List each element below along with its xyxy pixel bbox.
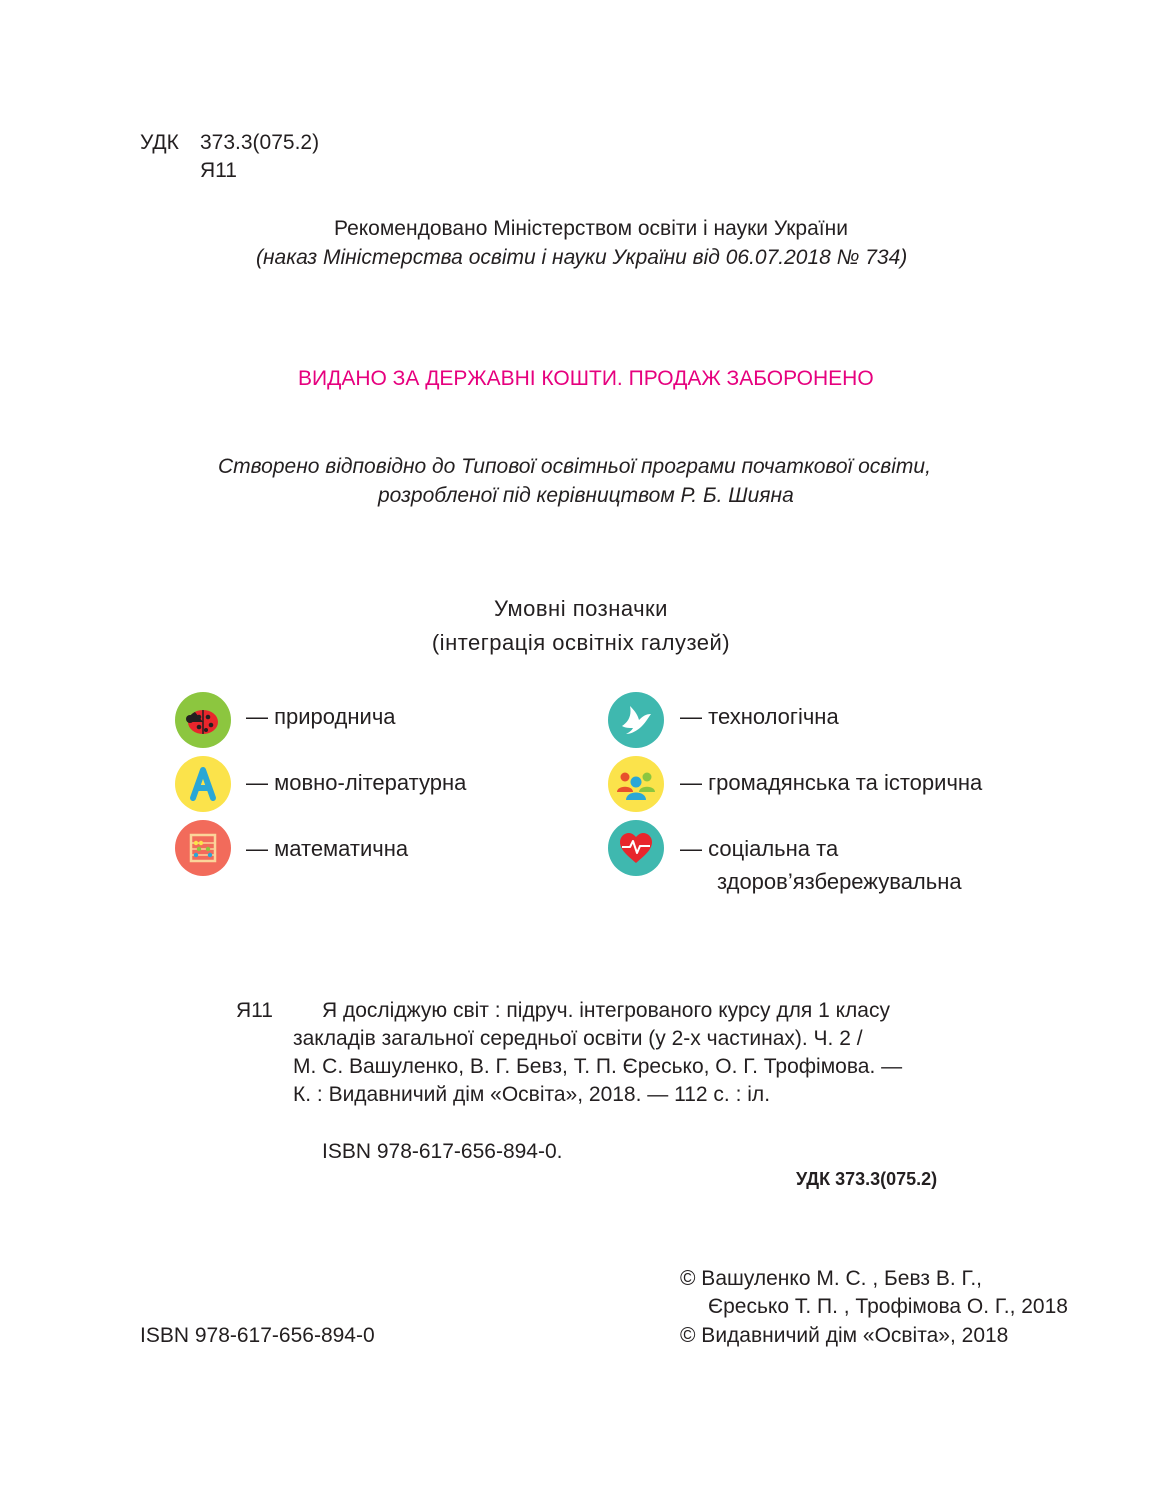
legend-label-math: — математична	[246, 836, 409, 861]
legend-title: Умовні позначки	[494, 596, 668, 621]
legend-label-language: — мовно-літературна	[246, 770, 467, 795]
copyright-line2: Єресько Т. П. , Трофімова О. Г., 2018	[708, 1295, 1068, 1318]
udk-label: УДК	[140, 131, 179, 154]
legend-label-health: здоров’язбережувальна	[717, 869, 962, 894]
catalog-line2: закладів загальної середньої освіти (у 2-х частинах). Ч. 2 /	[293, 1027, 863, 1050]
copyright-line3: © Видавничий дім «Освіта», 2018	[680, 1324, 1009, 1347]
program-note-line1: Створено відповідно до Типової освітньої програми початкової освіти,	[218, 455, 931, 478]
catalog-isbn: ISBN 978-617-656-894-0.	[322, 1140, 563, 1163]
recommendation-line: Рекомендовано Міністерством освіти і науки України	[334, 217, 848, 240]
legend-label-technology: — технологічна	[680, 704, 839, 729]
catalog-line4: К. : Видавничий дім «Освіта», 2018. — 112 с. : іл.	[293, 1083, 771, 1106]
bird-icon	[608, 692, 664, 748]
legend-subtitle: (інтеграція освітніх галузей)	[431, 630, 731, 655]
people-icon	[608, 756, 664, 812]
letter-a-icon	[175, 756, 231, 812]
legend-label-natural: — природнича	[246, 704, 396, 729]
recommendation-order: (наказ Міністерства освіти і науки України від 06.07.2018 № 734)	[256, 246, 908, 269]
copyright-line1: © Вашуленко М. С. , Бевз В. Г.,	[680, 1267, 983, 1290]
program-note-line2: розробленої під керівництвом Р. Б. Шияна	[378, 484, 794, 507]
catalog-udk: УДК 373.3(075.2)	[796, 1169, 938, 1189]
udk-index: Я11	[200, 159, 237, 182]
heart-pulse-icon	[608, 820, 664, 876]
abacus-icon	[175, 820, 231, 876]
catalog-index: Я11	[236, 999, 273, 1022]
catalog-line3: М. С. Вашуленко, В. Г. Бевз, Т. П. Єресько, О. Г. Трофімова. —	[293, 1055, 903, 1078]
udk-code: 373.3(075.2)	[200, 131, 320, 154]
state-funded-notice: ВИДАНО ЗА ДЕРЖАВНІ КОШТИ. ПРОДАЖ ЗАБОРОНЕНО	[298, 367, 874, 390]
footer-isbn: ISBN 978-617-656-894-0	[140, 1324, 375, 1347]
catalog-line1: Я досліджую світ : підруч. інтегрованого курсу для 1 класу	[322, 999, 890, 1022]
ladybug-icon	[175, 692, 231, 748]
legend-label-social: — соціальна та	[680, 836, 839, 861]
legend-label-civic: — громадянська та історична	[680, 770, 983, 795]
